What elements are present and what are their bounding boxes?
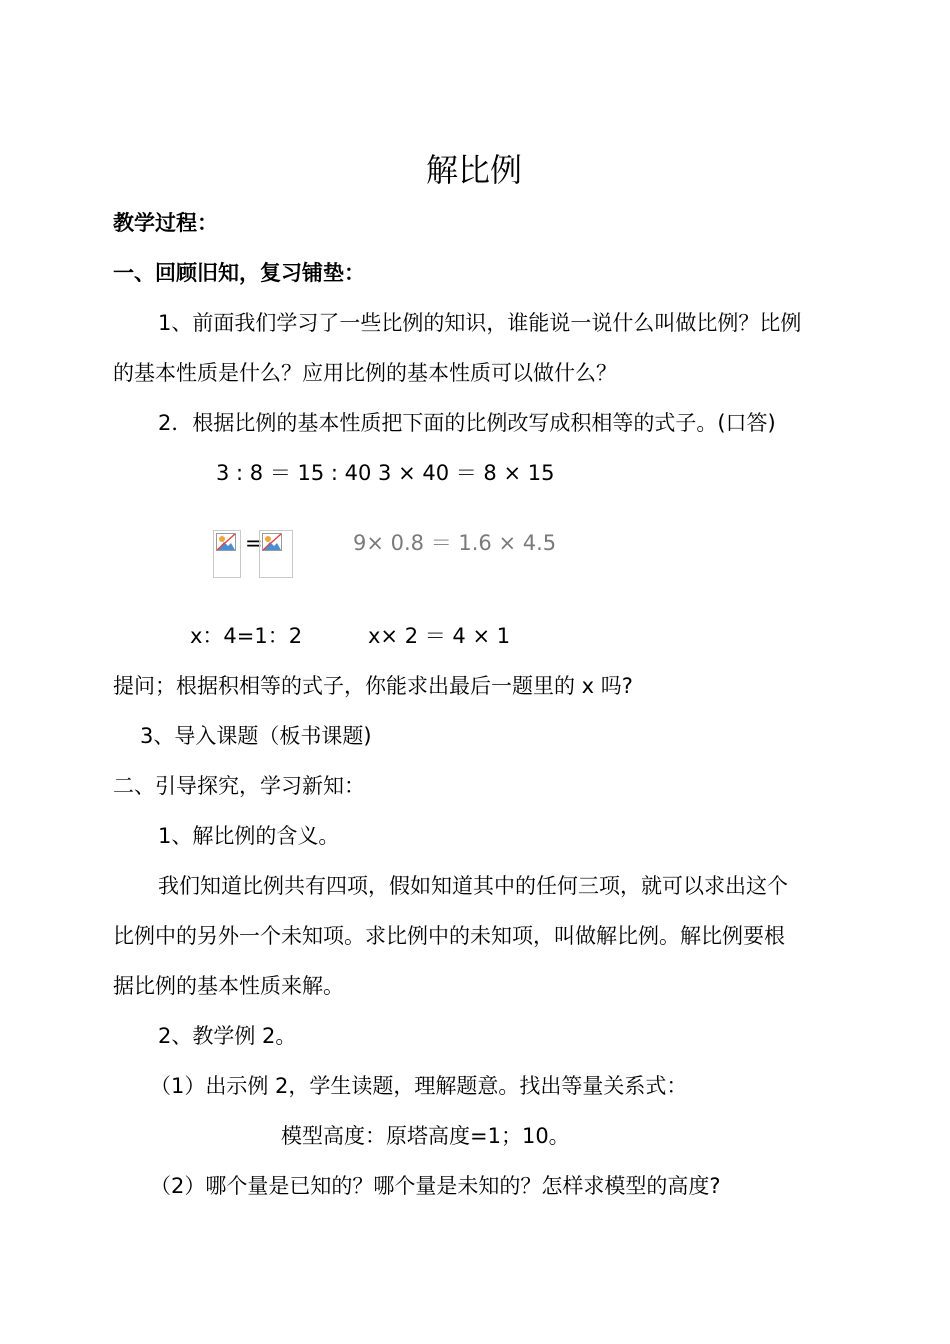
paragraph-line-3: 据比例的基本性质来解。 — [113, 974, 344, 998]
step-2: （2）哪个量是已知的？哪个量是未知的？怎样求模型的高度? — [150, 1174, 721, 1198]
broken-image-icon — [262, 533, 282, 551]
broken-image-icon — [216, 533, 236, 551]
document-title: 解比例 — [426, 151, 523, 189]
equation-3-product: x× 2 ＝ 4 × 1 — [368, 624, 511, 648]
section-heading-explore: 二、引导探究，学习新知： — [113, 774, 365, 798]
subheading-example-2: 2、教学例 2。 — [158, 1024, 297, 1048]
equation-3-proportion: x：4=1：2 — [190, 624, 303, 648]
paragraph-line-1: 我们知道比例共有四项，假如知道其中的任何三项，就可以求出这个 — [158, 874, 788, 898]
question-ask: 提问；根据积相等的式子，你能求出最后一题里的 x 吗? — [113, 674, 633, 698]
equation-1: 3 : 8 ＝ 15 : 40 3 × 40 ＝ 8 × 15 — [216, 461, 555, 485]
question-1-line-1: 1、前面我们学习了一些比例的知识，谁能说一说什么叫做比例？比例 — [158, 311, 802, 335]
section-heading-review: 一、回顾旧知，复习铺垫： — [113, 261, 365, 285]
equation-2-product: 9× 0.8 ＝ 1.6 × 4.5 — [353, 531, 557, 555]
question-3: 3、导入课题（板书课题) — [140, 724, 372, 748]
question-2: 2．根据比例的基本性质把下面的比例改写成积相等的式子。(口答) — [158, 411, 776, 435]
relation-formula: 模型高度：原塔高度=1；10。 — [281, 1124, 570, 1148]
question-1-line-2: 的基本性质是什么？应用比例的基本性质可以做什么？ — [113, 361, 617, 385]
equals-sign: = — [245, 531, 263, 555]
step-1: （1）出示例 2，学生读题，理解题意。找出等量关系式： — [150, 1074, 688, 1098]
broken-image-placeholder-right — [259, 530, 293, 578]
heading-teaching-process: 教学过程： — [113, 211, 218, 235]
broken-image-placeholder-left — [213, 530, 241, 578]
subheading-meaning: 1、解比例的含义。 — [158, 824, 340, 848]
paragraph-line-2: 比例中的另外一个未知项。求比例中的未知项，叫做解比例。解比例要根 — [113, 924, 785, 948]
